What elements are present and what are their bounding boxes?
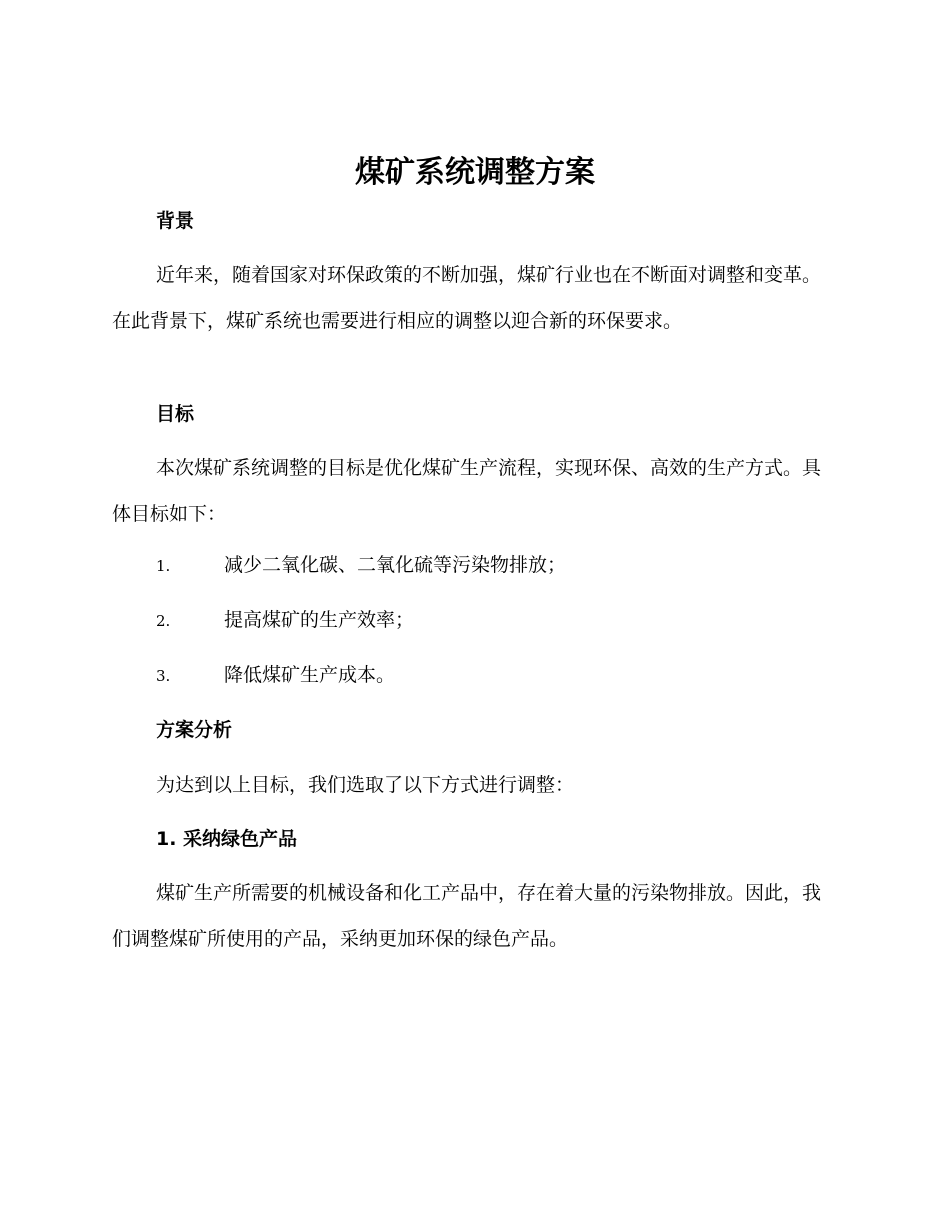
- paragraph-background: 近年来，随着国家对环保政策的不断加强，煤矿行业也在不断面对调整和变革。在此背景下，煤矿系统也需要进行相应的调整以迎合新的环保要求。: [112, 264, 822, 332]
- list-number: 1.: [156, 557, 171, 575]
- list-text: 提高煤矿的生产效率；: [224, 609, 415, 631]
- document-title: 煤矿系统调整方案: [355, 155, 595, 190]
- analysis-intro: 为达到以上目标，我们选取了以下方式进行调整：: [156, 774, 575, 796]
- list-text: 降低煤矿生产成本。: [224, 664, 396, 686]
- heading-goals: 目标: [156, 403, 195, 425]
- list-number: 2.: [156, 612, 171, 630]
- list-item: [156, 551, 566, 580]
- list-number: 3.: [156, 667, 171, 685]
- list-item: [156, 661, 395, 690]
- heading-green-products: 1. 采纳绿色产品: [156, 828, 298, 850]
- paragraph-green-products: 煤矿生产所需要的机械设备和化工产品中，存在着大量的污染物排放。因此，我们调整煤矿所使用的产品，采纳更加环保的绿色产品。: [112, 882, 822, 950]
- list-item: [156, 606, 414, 635]
- heading-analysis: 方案分析: [156, 719, 233, 741]
- paragraph-goals: 本次煤矿系统调整的目标是优化煤矿生产流程，实现环保、高效的生产方式。具体目标如下：: [112, 457, 822, 525]
- heading-background: 背景: [156, 210, 195, 232]
- list-text: 减少二氧化碳、二氧化硫等污染物排放；: [224, 554, 567, 576]
